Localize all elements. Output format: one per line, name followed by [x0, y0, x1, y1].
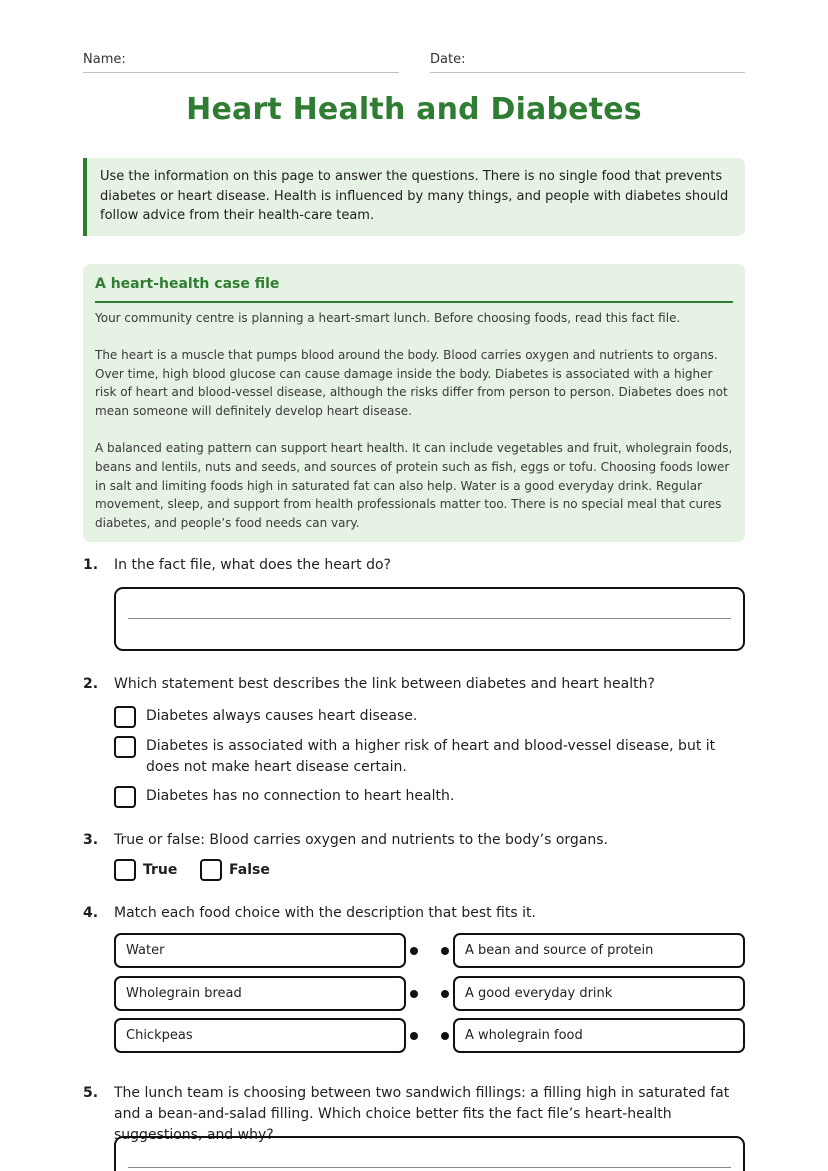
page-title: Heart Health and Diabetes	[186, 92, 642, 127]
question-number: 4.	[83, 905, 99, 921]
question-text: The lunch team is choosing between two sandwich fillings: a filling high in saturated fat and a bean-and-salad filling. Which choice better fits the fact file’s heart-health suggestions, and why?	[114, 1085, 730, 1143]
question-2	[83, 674, 745, 810]
question-number: 3.	[83, 832, 99, 848]
option-checkbox[interactable]	[114, 736, 136, 758]
question-3	[83, 830, 745, 882]
option-label: Diabetes always causes heart disease.	[146, 708, 418, 724]
true-option[interactable]	[114, 859, 184, 881]
match-connector-dot[interactable]	[410, 947, 418, 955]
date-label: Date:	[430, 52, 466, 67]
case-file-panel	[83, 264, 745, 542]
case-file-heading: A heart-health case file	[95, 274, 733, 303]
case-file-paragraph: A balanced eating pattern can support heart health. It can include vegetables and fruit, wholegrain foods, beans and lentils, nuts and seeds, and sources of protein such as fish, eggs or tofu. Choosing foods lower in salt and limiting foods high in saturated fat can also help. Water is a good everyday drink. Regular movement, sleep, and support from health professionals matter too. There is no special meal that cures diabetes, and people’s food needs can vary.	[95, 440, 733, 531]
question-4	[83, 903, 745, 1055]
true-false-row	[114, 859, 745, 881]
name-field[interactable]	[83, 52, 399, 73]
question-text: Match each food choice with the description that best fits it.	[114, 905, 536, 921]
match-food-item[interactable]: Wholegrain bread	[114, 976, 406, 1011]
option-label: Diabetes is associated with a higher risk of heart and blood-vessel disease, but it does not make heart disease certain.	[146, 738, 716, 775]
question-text: In the fact file, what does the heart do?	[114, 557, 391, 573]
false-option[interactable]	[200, 859, 280, 881]
match-food-item[interactable]: Chickpeas	[114, 1018, 406, 1053]
question-text: True or false: Blood carries oxygen and nutrients to the body’s organs.	[114, 832, 609, 848]
false-checkbox[interactable]	[200, 859, 222, 881]
option-label: Diabetes has no connection to heart health.	[146, 788, 455, 804]
date-field[interactable]	[430, 52, 745, 73]
match-food-item[interactable]: Water	[114, 933, 406, 968]
answer-box[interactable]	[114, 1136, 745, 1171]
match-connector-dot[interactable]	[410, 1032, 418, 1040]
match-description-item[interactable]: A bean and source of protein	[453, 933, 745, 968]
true-label: True	[143, 862, 178, 878]
case-file-paragraph: The heart is a muscle that pumps blood around the body. Blood carries oxygen and nutrients to organs. Over time, high blood glucose can cause damage inside the body. Diabetes is associated with a higher risk of heart and blood-vessel disease, although the risks differ from person to person. Diabetes does not mean someone will definitely develop heart disease.	[95, 347, 728, 419]
question-5	[83, 1083, 745, 1171]
option-checkbox[interactable]	[114, 706, 136, 728]
question-1	[83, 555, 745, 651]
name-date-row	[83, 52, 745, 73]
match-description-item[interactable]: A good everyday drink	[453, 976, 745, 1011]
option-checkbox[interactable]	[114, 786, 136, 808]
match-description-item[interactable]: A wholegrain food	[453, 1018, 745, 1053]
answer-box[interactable]	[114, 587, 745, 651]
match-connector-dot[interactable]	[410, 990, 418, 998]
answer-line	[128, 1167, 731, 1168]
instructions-box: Use the information on this page to answer the questions. There is no single food that prevents diabetes or heart disease. Health is influenced by many things, and people with diabetes should follow advice from their health-care team.	[83, 158, 745, 236]
false-label: False	[229, 862, 270, 878]
question-text: Which statement best describes the link between diabetes and heart health?	[114, 676, 655, 692]
case-file-paragraph: Your community centre is planning a heart-smart lunch. Before choosing foods, read this fact file.	[95, 311, 681, 325]
match-connector-dot[interactable]	[441, 947, 449, 955]
match-connector-dot[interactable]	[441, 990, 449, 998]
name-label: Name:	[83, 52, 126, 67]
question-number: 2.	[83, 676, 99, 692]
match-connector-dot[interactable]	[441, 1032, 449, 1040]
question-number: 5.	[83, 1085, 99, 1101]
question-number: 1.	[83, 557, 99, 573]
true-checkbox[interactable]	[114, 859, 136, 881]
answer-line	[128, 618, 731, 619]
